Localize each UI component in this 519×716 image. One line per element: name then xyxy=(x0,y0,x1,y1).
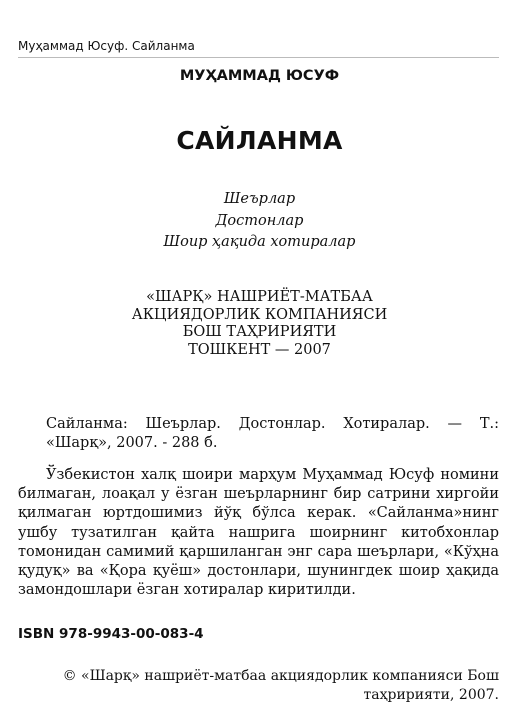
publisher-line: АКЦИЯДОРЛИК КОМПАНИЯСИ xyxy=(131,306,388,323)
publisher-block xyxy=(0,289,519,359)
genre-list xyxy=(0,189,519,254)
publisher-line: ТОШКЕНТ — 2007 xyxy=(188,341,331,358)
genre-item: Шоир ҳақида хотиралар xyxy=(163,234,356,250)
annotation-text: Ўзбекистон халқ шоири марҳум Муҳаммад Юсуф номини билмаган, лоақал у ёзган шеърларнинг бир сатрини хиргойи қилмаган юртдошимиз йўқ бўлса керак. «Сайланма»нинг ушбу тузатилган қайта нашрига шоирнинг китобхонлар томонидан самимий қаршиланган энг сара шеърлари, «Кўҳна қудуқ» ва «Қора қуёш» достонлари, шунингдек шоир ҳақида замондошлари ёзган хотиралар киритилди. xyxy=(18,467,499,599)
genre-item: Шеърлар xyxy=(223,191,296,207)
running-header xyxy=(18,39,499,58)
copyright-notice xyxy=(60,667,499,705)
publisher-line: БОШ ТАҲРИРИЯТИ xyxy=(182,324,337,340)
author-name: МУҲАММАД ЮСУФ xyxy=(179,68,340,84)
copyright-line: таҳририяти, 2007. xyxy=(363,687,499,703)
genre-item: Достонлар xyxy=(215,212,304,229)
running-title: Муҳаммад Юсуф. Сайланма xyxy=(18,39,195,53)
isbn-number: ISBN 978-9943-00-083-4 xyxy=(18,626,204,642)
bibliographic-citation: Сайланма: Шеърлар. Достонлар. Хотиралар. — Т.: «Шарқ», 2007. - 288 б. xyxy=(46,416,499,451)
publisher-line: «ШАРҚ» НАШРИЁТ-МАТБАА xyxy=(146,289,373,305)
book-title: САЙЛАНМА xyxy=(176,126,343,155)
annotation xyxy=(18,466,499,600)
copyright-line: © «Шарқ» нашриёт-матбаа акциядорлик компанияси Бош xyxy=(62,668,499,684)
